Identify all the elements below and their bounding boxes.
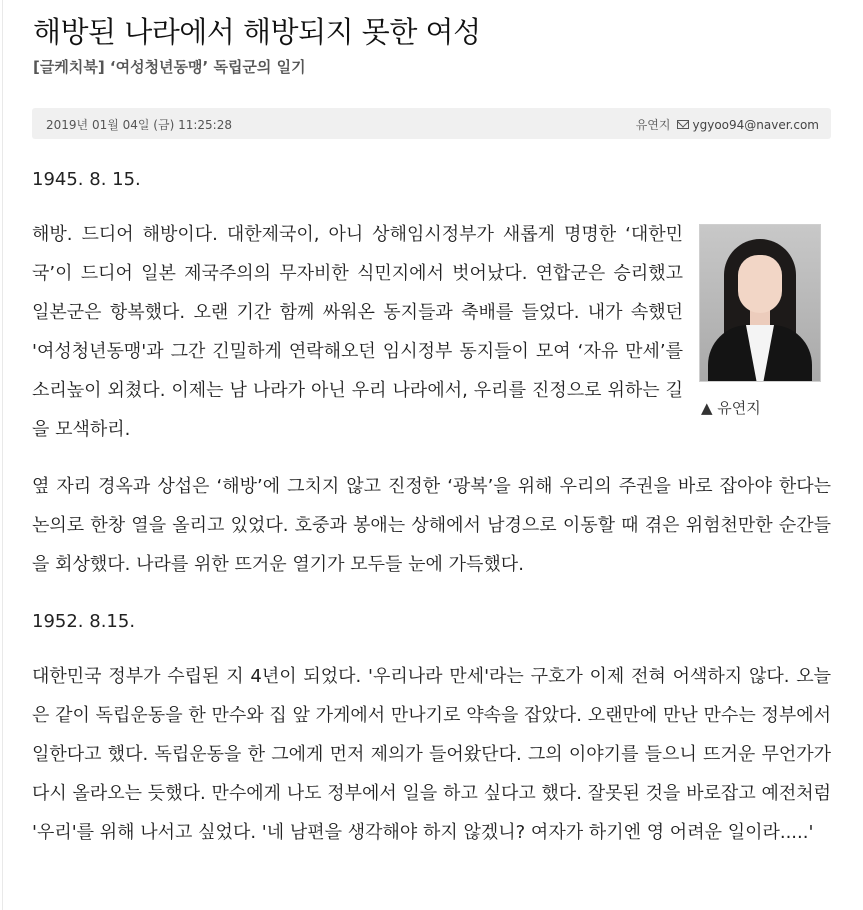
author-photo[interactable]	[699, 224, 821, 382]
author-email-link[interactable]: ygyoo94@naver.com	[692, 117, 819, 132]
body-paragraph: 옆 자리 경옥과 상섭은 ‘해방’에 그치지 않고 진정한 ‘광복’을 위해 우리의 주권을 바로 잡아야 한다는 논의로 한창 열을 올리고 있었다. 호중과 봉애는 상해에서 남경으로 이동할 때 겪은 위험천만한 순간들을 회상했다. 나라를 위한 뜨거운 열기가 모두들 눈에 가득했다.	[32, 476, 831, 575]
article-headline: 해방된 나라에서 해방되지 못한 여성	[33, 15, 481, 49]
article-subhead: [글케치북] ‘여성청년동맹’ 독립군의 일기	[33, 58, 306, 76]
author-info	[636, 116, 819, 133]
diary-date: 1952. 8.15.	[32, 611, 136, 632]
article-meta-bar	[32, 108, 831, 139]
publish-datetime: 2019년 01월 04일 (금) 11:25:28	[46, 118, 232, 132]
diary-date: 1945. 8. 15.	[32, 169, 141, 190]
photo-caption: ▲ 유연지	[701, 399, 761, 417]
mail-icon[interactable]	[677, 120, 689, 129]
author-photo-box	[699, 224, 821, 418]
body-paragraph: 대한민국 정부가 수립된 지 4년이 되었다. '우리나라 만세'라는 구호가 이제 전혀 어색하지 않다. 오늘은 같이 독립운동을 한 만수와 집 앞 가게에서 만나기로 약속을 잡았다. 오랜만에 만난 만수는 정부에서 일한다고 했다. 독립운동을 한 그에게 먼저 제의가 들어왔단다. 그의 이야기를 들으니 뜨거운 무언가가 다시 올라오는 듯했다. 만수에게 나도 정부에서 일을 하고 싶다고 했다. 잘못된 것을 바로잡고 예전처럼 '우리'를 위해 나서고 싶었다. '네 남편을 생각해야 하지 않겠니? 여자가 하기엔 영 어려운 일이라.....'	[32, 666, 831, 843]
article-body	[32, 160, 831, 870]
left-border	[2, 0, 3, 910]
author-name[interactable]: 유연지	[635, 118, 671, 132]
body-paragraph: 해방. 드디어 해방이다. 대한제국이, 아니 상해임시정부가 새롭게 명명한 ‘대한민국’이 드디어 일본 제국주의의 무자비한 식민지에서 벗어났다. 연합군은 승리했고 일본군은 항복했다. 오랜 기간 함께 싸워온 동지들과 축배를 들었다. 내가 속했던 '여성청년동맹'과 그간 긴밀하게 연락해오던 임시정부 동지들이 모여 ‘자유 만세’를 소리높이 외쳤다. 이제는 남 나라가 아닌 우리 나라에서, 우리를 진정으로 위하는 길을 모색하리.	[32, 224, 683, 440]
